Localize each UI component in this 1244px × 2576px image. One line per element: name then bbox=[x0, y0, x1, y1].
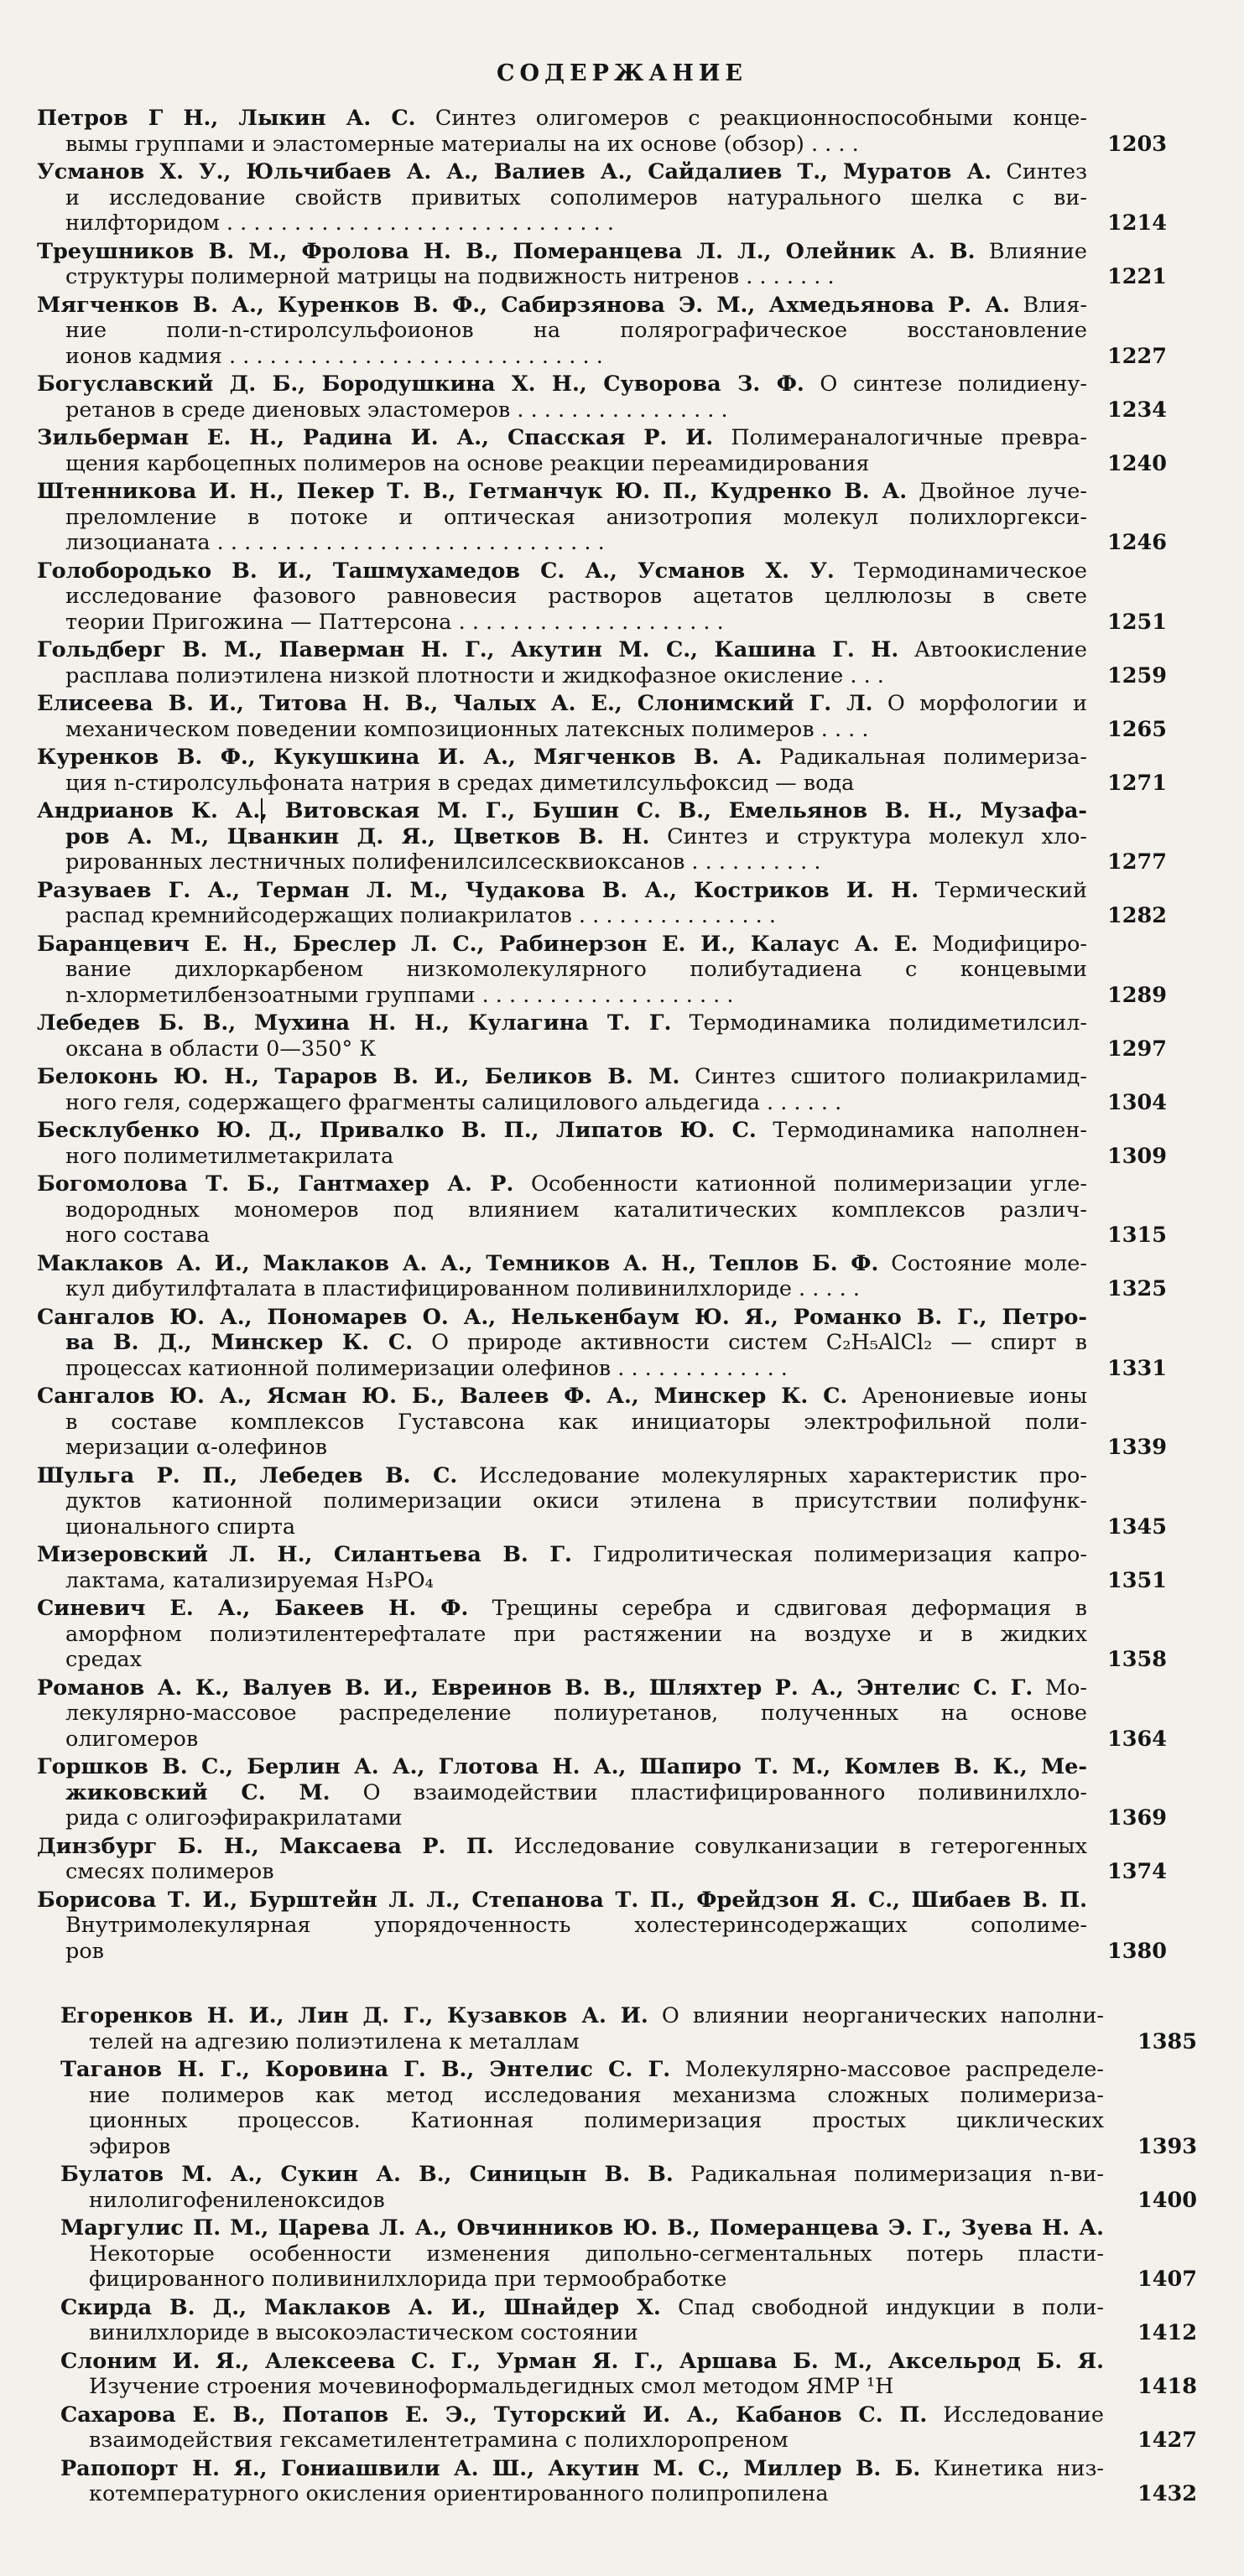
entry-authors: Белоконь Ю. Н., Тараров В. И., Беликов В. М. bbox=[37, 1064, 680, 1089]
entry-first-line bbox=[60, 2162, 1104, 2187]
entry-page-number: 1325 bbox=[1107, 1276, 1167, 1301]
entry-continuation-line bbox=[89, 2267, 1104, 2292]
entry-continuation-line bbox=[89, 2241, 1104, 2267]
entry-page-number: 1358 bbox=[1107, 1647, 1167, 1672]
entry-title-text: Исследование молекулярных характеристик про- bbox=[457, 1462, 1087, 1488]
entry-continuation-line bbox=[65, 1356, 1087, 1381]
entry-first-line bbox=[37, 239, 1087, 264]
entry-first-line bbox=[60, 2402, 1104, 2428]
entry-continuation-line bbox=[89, 2134, 1104, 2159]
entry-authors: Богомолова Т. Б., Гантмахер А. Р. bbox=[37, 1171, 514, 1197]
entry-title-text: ного полиметилметакрилата bbox=[65, 1143, 394, 1169]
entry-first-line bbox=[37, 1542, 1087, 1567]
entry-continuation-line bbox=[65, 1514, 1087, 1540]
entry-page-number: 1339 bbox=[1107, 1435, 1167, 1460]
entry-page-number: 1369 bbox=[1107, 1805, 1167, 1831]
entry-continuation-line bbox=[89, 2428, 1104, 2453]
entry-authors: Маргулис П. М., Царева Л. А., Овчинников Ю. В., Померанцева Э. Г., Зуева Н. А. bbox=[60, 2215, 1104, 2241]
entry-title-text: Влия- bbox=[1009, 292, 1087, 318]
entry-title-text: О взаимодействии пластифицированного поливинилхло- bbox=[330, 1779, 1087, 1805]
toc-entry bbox=[0, 2349, 1244, 2400]
toc-entry bbox=[0, 2215, 1244, 2293]
entry-first-line bbox=[37, 691, 1087, 716]
entry-page-number: 1364 bbox=[1107, 1726, 1167, 1752]
entry-page-number: 1227 bbox=[1107, 343, 1167, 369]
entry-continuation-line bbox=[89, 2320, 1104, 2345]
entry-continuation-line bbox=[65, 1488, 1087, 1514]
entry-continuation-line bbox=[65, 210, 1087, 236]
entry-first-line bbox=[37, 558, 1087, 584]
entry-continuation-line bbox=[65, 849, 1087, 875]
entry-title-text: О морфологии и bbox=[872, 691, 1087, 716]
entry-authors: ров А. М., Цванкин Д. Я., Цветков В. Н. bbox=[65, 823, 650, 849]
entry-title-text: средах bbox=[65, 1647, 142, 1672]
entry-title-text: нилолигофениленоксидов bbox=[89, 2187, 385, 2213]
toc-entry bbox=[0, 2003, 1244, 2054]
entry-authors: Горшков В. С., Берлин А. А., Глотова Н. А., Шапиро Т. М., Комлев В. К., Ме- bbox=[37, 1754, 1087, 1779]
toc-entry bbox=[0, 2162, 1244, 2213]
entry-first-line bbox=[37, 745, 1087, 770]
entry-first-line bbox=[37, 1834, 1087, 1859]
toc-entry bbox=[0, 745, 1244, 796]
entry-authors: Маклаков А. И., Маклаков А. А., Темников А. Н., Теплов Б. Ф. bbox=[37, 1250, 879, 1276]
entry-page-number: 1345 bbox=[1107, 1514, 1167, 1540]
entry-continuation-line bbox=[65, 344, 1087, 369]
entry-authors: Елисеева В. И., Титова Н. В., Чалых А. Е., Слонимский Г. Л. bbox=[37, 691, 873, 716]
toc-entry bbox=[0, 1384, 1244, 1461]
entry-page-number: 1251 bbox=[1107, 609, 1167, 635]
entry-title-text: исследование фазового равновесия растворов ацетатов целлюлозы в свете bbox=[65, 584, 1087, 609]
entry-continuation-line bbox=[65, 983, 1087, 1008]
entry-title-text: механическом поведении композиционных латексных полимеров . . . . bbox=[65, 716, 869, 742]
entry-page-number: 1374 bbox=[1107, 1859, 1167, 1884]
entry-first-line bbox=[60, 2349, 1104, 2374]
entry-title-text: Влияние bbox=[975, 238, 1087, 264]
toc-entry bbox=[0, 1171, 1244, 1249]
entry-first-line bbox=[60, 2003, 1104, 2028]
entry-authors: , Витовская М. Г., Бушин С. В., Емельянов В. Н., Музафа- bbox=[260, 798, 1087, 823]
entry-continuation-line bbox=[65, 132, 1087, 157]
entry-title-text: Полимераналогичные превра- bbox=[713, 425, 1087, 450]
toc-entry bbox=[0, 1888, 1244, 1965]
entry-title-text: О синтезе полидиену- bbox=[804, 371, 1087, 397]
entry-title-text: ние поли-n-стиролсульфоионов на полярографическое восстановление bbox=[65, 318, 1087, 343]
entry-authors: Богуславский Д. Б., Бородушкина Х. Н., Суворова З. Ф. bbox=[37, 371, 804, 397]
entry-title-text: рированных лестничных полифенилсилсесквиоксанов . . . . . . . . . . bbox=[65, 849, 821, 875]
entry-title-text: Термический bbox=[919, 877, 1087, 903]
entry-title-text: Синтез сшитого полиакриламид- bbox=[679, 1064, 1087, 1089]
entry-page-number: 1309 bbox=[1107, 1143, 1167, 1169]
entry-title-text: Синтез олигомеров с реакционноспособными конце- bbox=[415, 106, 1087, 131]
entry-first-line bbox=[37, 932, 1087, 957]
entry-page-number: 1297 bbox=[1107, 1036, 1167, 1062]
entry-title-text: процессах катионной полимеризации олефинов . . . . . . . . . . . . . bbox=[65, 1355, 788, 1381]
entry-title-text: лекулярно-массовое распределение полиуретанов, полученных на основе bbox=[65, 1701, 1087, 1726]
entry-title-text: нилфторидом . . . . . . . . . . . . . . . . . . . . . . . . . . . . . bbox=[65, 210, 614, 236]
entry-title-text: олигомеров bbox=[65, 1726, 199, 1752]
toc-entry bbox=[0, 239, 1244, 290]
entry-title-text: Трещины серебра и сдвиговая деформация в bbox=[468, 1596, 1087, 1621]
entry-first-line bbox=[37, 1384, 1087, 1409]
entry-continuation-line bbox=[65, 584, 1087, 609]
entry-continuation-line bbox=[65, 1701, 1087, 1726]
toc-entry bbox=[0, 932, 1244, 1009]
entry-continuation-line bbox=[65, 1330, 1087, 1355]
entry-title-text: Состояние моле- bbox=[878, 1250, 1087, 1276]
entry-page-number: 1271 bbox=[1107, 770, 1167, 796]
toc-entry bbox=[0, 1118, 1244, 1169]
entry-authors: Петров Г Н., Лыкин А. С. bbox=[37, 106, 416, 131]
toc-entry bbox=[0, 1675, 1244, 1753]
entry-title-text: О природе активности систем C₂H₅AlCl₂ — спирт в bbox=[413, 1330, 1087, 1355]
entry-page-number: 1282 bbox=[1107, 903, 1167, 928]
entry-authors: Булатов М. А., Сукин А. В., Синицын В. В. bbox=[60, 2162, 674, 2187]
entry-title-text: ионов кадмия . . . . . . . . . . . . . . . . . . . . . . . . . . . . bbox=[65, 343, 603, 369]
entry-authors: Баранцевич Е. Н., Бреслер Л. С., Рабинерзон Е. И., Калаус А. Е. bbox=[37, 931, 919, 957]
entry-title-text: Термодинамическое bbox=[834, 558, 1087, 584]
entry-authors: Голобородько В. И., Ташмухамедов С. А., Усманов Х. У. bbox=[37, 558, 835, 584]
toc-entry bbox=[0, 425, 1244, 476]
entry-first-line bbox=[37, 1064, 1087, 1089]
entry-continuation-line bbox=[65, 663, 1087, 688]
entry-continuation-line bbox=[65, 505, 1087, 530]
toc-entry bbox=[0, 2057, 1244, 2159]
toc-entry bbox=[0, 878, 1244, 929]
entry-first-line bbox=[37, 798, 1087, 823]
entry-title-text: Модифициро- bbox=[918, 931, 1087, 957]
entry-title-text: Термодинамика полидиметилсил- bbox=[671, 1010, 1087, 1036]
entry-page-number: 1289 bbox=[1107, 982, 1167, 1008]
entry-page-number: 1393 bbox=[1137, 2133, 1197, 2159]
entry-page-number: 1407 bbox=[1137, 2267, 1197, 2292]
entry-first-line bbox=[37, 1010, 1087, 1036]
entry-authors: ва В. Д., Минскер К. С. bbox=[65, 1330, 414, 1355]
entry-page-number: 1351 bbox=[1107, 1567, 1167, 1593]
entry-first-line bbox=[37, 293, 1087, 318]
entry-title-text: водородных мономеров под влиянием каталитических комплексов различ- bbox=[65, 1197, 1087, 1223]
entry-title-text: Синтез bbox=[992, 159, 1087, 184]
entry-page-number: 1265 bbox=[1107, 716, 1167, 742]
entry-page-number: 1246 bbox=[1107, 530, 1167, 555]
entry-page-number: 1304 bbox=[1107, 1089, 1167, 1115]
entry-first-line bbox=[37, 1675, 1087, 1701]
entry-first-line bbox=[60, 2057, 1104, 2082]
entry-title-text: дуктов катионной полимеризации окиси этилена в присутствии полифунк- bbox=[65, 1488, 1087, 1514]
entry-continuation-line bbox=[65, 185, 1087, 210]
entry-title-text: меризации α-олефинов bbox=[65, 1435, 327, 1460]
entry-title-text: взаимодействия гексаметилентетрамина с полихлоропреном bbox=[89, 2428, 789, 2453]
toc-entry bbox=[0, 1010, 1244, 1062]
entry-authors: Сангалов Ю. А., Ясман Ю. Б., Валеев Ф. А., Минскер К. С. bbox=[37, 1384, 848, 1409]
entry-continuation-line bbox=[65, 1727, 1087, 1752]
toc-entry bbox=[0, 159, 1244, 236]
entry-title-text: кул дибутилфталата в пластифицированном поливинилхлориде . . . . . bbox=[65, 1276, 860, 1301]
entry-title-text: телей на адгезию полиэтилена к металлам bbox=[89, 2028, 580, 2054]
entry-continuation-line bbox=[65, 397, 1087, 423]
entry-title-text: Синтез и структура молекул хло- bbox=[649, 823, 1087, 849]
entry-title-text: Исследование bbox=[927, 2402, 1104, 2428]
entry-page-number: 1259 bbox=[1107, 662, 1167, 688]
entry-title-text: ретанов в среде диеновых эластомеров . . . . . . . . . . . . . . . . bbox=[65, 397, 728, 423]
toc-entry bbox=[0, 1754, 1244, 1831]
entry-title-text: Особенности катионной полимеризации угле- bbox=[513, 1171, 1087, 1197]
toc-entry bbox=[0, 1834, 1244, 1885]
entry-title-text: n-хлорметилбензоатными группами . . . . . . . . . . . . . . . . . . . bbox=[65, 982, 734, 1008]
entry-continuation-line bbox=[89, 2029, 1104, 2054]
page-title: СОДЕРЖАНИЕ bbox=[497, 60, 747, 86]
entry-first-line bbox=[60, 2295, 1104, 2320]
entry-page-number: 1380 bbox=[1107, 1938, 1167, 1964]
toc-entry bbox=[0, 479, 1244, 556]
entry-title-text: Радикальная полимеризация n-ви- bbox=[673, 2162, 1104, 2187]
toc-entry bbox=[0, 798, 1244, 875]
toc-entry bbox=[0, 1542, 1244, 1593]
entry-first-line bbox=[37, 1118, 1087, 1143]
entry-title-text: Автоокисление bbox=[898, 637, 1087, 662]
entry-continuation-line bbox=[65, 717, 1087, 742]
entry-authors: Рапопорт Н. Я., Гониашвили А. Ш., Акутин М. С., Миллер В. Б. bbox=[60, 2455, 921, 2481]
boxed-author-name: Андрианов К. А. bbox=[37, 798, 261, 823]
entry-continuation-line bbox=[65, 1939, 1087, 1964]
entry-title-text: Двойное луче- bbox=[907, 479, 1087, 504]
entry-title-text: вымы группами и эластомерные материалы на их основе (обзор) . . . . bbox=[65, 131, 859, 157]
entry-authors: Куренков В. Ф., Кукушкина И. А., Мягченков В. А. bbox=[37, 745, 763, 770]
entry-title-text: Радикальная полимериза- bbox=[762, 745, 1087, 770]
toc-entry bbox=[0, 2295, 1244, 2346]
entry-page-number: 1412 bbox=[1137, 2320, 1197, 2345]
entry-continuation-line bbox=[65, 264, 1087, 289]
entry-title-text: лактама, катализируемая H₃PO₄ bbox=[65, 1567, 434, 1593]
entry-authors: Борисова Т. И., Бурштейн Л. Л., Степанова Т. П., Фрейдзон Я. С., Шибаев В. П. bbox=[37, 1887, 1087, 1913]
entry-page-number: 1418 bbox=[1137, 2374, 1197, 2399]
entry-first-line bbox=[37, 1888, 1087, 1913]
entry-authors: Гольдберг В. М., Паверман Н. Г., Акутин М. С., Кашина Г. Н. bbox=[37, 637, 899, 662]
entry-continuation-line bbox=[65, 1647, 1087, 1672]
entry-continuation-line bbox=[65, 1780, 1087, 1805]
entry-continuation-line bbox=[65, 1276, 1087, 1301]
entry-title-text: О влиянии неорганических наполни- bbox=[648, 2003, 1104, 2028]
entry-page-number: 1385 bbox=[1137, 2028, 1197, 2054]
entry-first-line bbox=[60, 2215, 1104, 2241]
entry-title-text: распад кремнийсодержащих полиакрилатов . . . . . . . . . . . . . . . bbox=[65, 903, 776, 928]
entry-first-line bbox=[37, 159, 1087, 184]
entry-title-text: Внутримолекулярная упорядоченность холестеринсодержащих сополиме- bbox=[65, 1913, 1087, 1938]
entry-page-number: 1315 bbox=[1107, 1223, 1167, 1248]
entry-title-text: Аренониевые ионы bbox=[847, 1384, 1087, 1409]
toc-entry bbox=[0, 293, 1244, 370]
entry-title-text: рида с олигоэфиракрилатами bbox=[65, 1805, 403, 1831]
entry-first-line bbox=[37, 1251, 1087, 1276]
entry-continuation-line bbox=[65, 1622, 1087, 1647]
entry-continuation-line bbox=[65, 824, 1087, 849]
entry-continuation-line bbox=[65, 451, 1087, 476]
entry-title-text: в составе комплексов Густавсона как инициаторы электрофильной поли- bbox=[65, 1409, 1087, 1435]
entry-title-text: теории Пригожина — Паттерсона . . . . . . . . . . . . . . . . . . . . bbox=[65, 609, 724, 635]
entry-authors: Таганов Н. Г., Коровина Г. В., Энтелис С. Г. bbox=[60, 2057, 671, 2082]
entry-first-line bbox=[37, 878, 1087, 903]
entry-authors: Штенникова И. Н., Пекер Т. В., Гетманчук Ю. П., Кудренко В. А. bbox=[37, 479, 908, 504]
entry-authors: Усманов Х. У., Юльчибаев А. А., Валиев А., Сайдалиев Т., Муратов А. bbox=[37, 159, 992, 184]
entry-title-text: ров bbox=[65, 1938, 105, 1964]
entry-title-text: смесях полимеров bbox=[65, 1859, 274, 1884]
entry-continuation-line bbox=[65, 1036, 1087, 1062]
entry-first-line bbox=[60, 2456, 1104, 2481]
entry-authors: Мягченков В. А., Куренков В. Ф., Сабирзянова Э. М., Ахмедьянова Р. А. bbox=[37, 292, 1010, 318]
entry-continuation-line bbox=[65, 1223, 1087, 1248]
entry-authors: Зильберман Е. Н., Радина И. А., Спасская Р. И. bbox=[37, 425, 714, 450]
entry-title-text: эфиров bbox=[89, 2133, 171, 2159]
entry-title-text: щения карбоцепных полимеров на основе реакции переамидирования bbox=[65, 450, 870, 476]
entry-authors: Сангалов Ю. А., Пономарев О. А., Нелькенбаум Ю. Я., Романко В. Г., Петро- bbox=[37, 1304, 1087, 1330]
entry-page-number: 1221 bbox=[1107, 264, 1167, 289]
entry-continuation-line bbox=[65, 903, 1087, 928]
entry-title-text: Спад свободной индукции в поли- bbox=[660, 2294, 1104, 2320]
entry-title-text: Мо- bbox=[1033, 1675, 1087, 1701]
entry-title-text: ционального спирта bbox=[65, 1514, 296, 1540]
entry-title-text: Термодинамика наполнен- bbox=[756, 1118, 1087, 1143]
entry-title-text: аморфном полиэтилентерефталате при растяжении на воздухе и в жидких bbox=[65, 1621, 1087, 1647]
entry-continuation-line bbox=[65, 1090, 1087, 1115]
entry-title-text: ного геля, содержащего фрагменты салицилового альдегида . . . . . . bbox=[65, 1089, 842, 1115]
entry-title-text: расплава полиэтилена низкой плотности и жидкофазное окисление . . . bbox=[65, 662, 884, 688]
entry-page-number: 1277 bbox=[1107, 849, 1167, 875]
entry-authors: Мизеровский Л. Н., Силантьева В. Г. bbox=[37, 1542, 572, 1567]
entry-title-text: котемпературного окисления ориентированного полипропилена bbox=[89, 2481, 829, 2506]
entry-continuation-line bbox=[65, 1144, 1087, 1169]
entry-first-line bbox=[37, 1754, 1087, 1779]
entry-title-text: преломление в потоке и оптическая анизотропия молекул полихлоргекси- bbox=[65, 504, 1087, 530]
entry-first-line bbox=[37, 1305, 1087, 1330]
entry-first-line bbox=[37, 1171, 1087, 1197]
entry-page-number: 1240 bbox=[1107, 450, 1167, 476]
toc-entry bbox=[0, 1064, 1244, 1115]
entry-page-number: 1234 bbox=[1107, 397, 1167, 423]
entry-continuation-line bbox=[89, 2083, 1104, 2108]
toc-entry bbox=[0, 106, 1244, 157]
entry-authors: Шульга Р. П., Лебедев В. С. bbox=[37, 1462, 458, 1488]
toc-entry bbox=[0, 1305, 1244, 1382]
entry-page-number: 1432 bbox=[1137, 2481, 1197, 2506]
entry-first-line bbox=[37, 1596, 1087, 1621]
entry-continuation-line bbox=[89, 2108, 1104, 2133]
entry-continuation-line bbox=[89, 2188, 1104, 2213]
toc-entry bbox=[0, 2456, 1244, 2507]
entry-first-line bbox=[37, 106, 1087, 131]
entry-continuation-line bbox=[89, 2374, 1104, 2399]
entry-continuation-line bbox=[65, 1568, 1087, 1593]
entry-authors: Разуваев Г. А., Терман Л. М., Чудакова В. А., Костриков И. Н. bbox=[37, 877, 919, 903]
entry-continuation-line bbox=[65, 1435, 1087, 1460]
entry-continuation-line bbox=[65, 1859, 1087, 1884]
entry-title-text: Исследование совулканизации в гетерогенных bbox=[493, 1833, 1087, 1859]
entry-authors: Слоним И. Я., Алексеева С. Г., Урман Я. Г., Аршава Б. М., Аксельрод Б. Я. bbox=[60, 2348, 1104, 2374]
entry-first-line bbox=[37, 1463, 1087, 1488]
toc-entry bbox=[0, 1251, 1244, 1302]
entry-continuation-line bbox=[65, 957, 1087, 982]
entry-authors: Лебедев Б. В., Мухина Н. Н., Кулагина Т. Г. bbox=[37, 1010, 672, 1036]
entry-continuation-line bbox=[65, 318, 1087, 343]
entry-title-text: Изучение строения мочевиноформальдегидных смол методом ЯМР ¹H bbox=[89, 2374, 894, 2399]
entry-title-text: фицированного поливинилхлорида при термообработке bbox=[89, 2267, 727, 2292]
entry-title-text: ного состава bbox=[65, 1223, 210, 1248]
toc-entry bbox=[0, 558, 1244, 636]
entry-page-number: 1331 bbox=[1107, 1355, 1167, 1381]
entry-title-text: структуры полимерной матрицы на подвижность нитренов . . . . . . . bbox=[65, 264, 835, 289]
entry-continuation-line bbox=[65, 1197, 1087, 1223]
entry-page-number: 1203 bbox=[1107, 131, 1167, 157]
entry-title-text: оксана в области 0—350° К bbox=[65, 1036, 377, 1062]
entry-continuation-line bbox=[65, 1805, 1087, 1831]
entry-authors: Скирда В. Д., Маклаков А. И., Шнайдер Х. bbox=[60, 2294, 661, 2320]
entry-title-text: Молекулярно-массовое распределе- bbox=[670, 2057, 1104, 2082]
entry-title-text: ция n-стиролсульфоната натрия в средах диметилсульфоксид — вода bbox=[65, 770, 855, 796]
entry-title-text: винилхлориде в высокоэластическом состоянии bbox=[89, 2320, 638, 2345]
entry-title-text: ние полимеров как метод исследования механизма сложных полимериза- bbox=[89, 2082, 1104, 2108]
entry-first-line bbox=[37, 425, 1087, 450]
entry-continuation-line bbox=[65, 1410, 1087, 1435]
toc-entry bbox=[0, 637, 1244, 688]
entry-title-text: Некоторые особенности изменения дипольно-сегментальных потерь пласти- bbox=[89, 2241, 1104, 2267]
entry-authors: Треушников В. М., Фролова Н. В., Померанцева Л. Л., Олейник А. В. bbox=[37, 238, 976, 264]
entry-authors: Романов А. К., Валуев В. И., Евреинов В. В., Шляхтер Р. А., Энтелис С. Г. bbox=[37, 1675, 1033, 1701]
toc-entry bbox=[0, 1463, 1244, 1540]
entry-continuation-line bbox=[65, 610, 1087, 635]
entry-first-line bbox=[37, 371, 1087, 397]
entry-title-text: ционных процессов. Катионная полимеризация простых циклических bbox=[89, 2108, 1104, 2133]
toc-entry bbox=[0, 371, 1244, 423]
entry-continuation-line bbox=[65, 1913, 1087, 1938]
entry-page-number: 1427 bbox=[1137, 2428, 1197, 2453]
entry-first-line bbox=[37, 637, 1087, 662]
entry-title-text: и исследование свойств привитых сополимеров натурального шелка с ви- bbox=[65, 184, 1087, 210]
entry-authors: Егоренков Н. И., Лин Д. Г., Кузавков А. И. bbox=[60, 2003, 648, 2028]
entry-authors: Динзбург Б. Н., Максаева Р. П. bbox=[37, 1833, 494, 1859]
entry-authors: жиковский С. М. bbox=[65, 1779, 331, 1805]
toc-entry bbox=[0, 2402, 1244, 2454]
entry-page-number: 1214 bbox=[1107, 210, 1167, 236]
entry-title-text: Гидролитическая полимеризация капро- bbox=[571, 1542, 1087, 1567]
entry-continuation-line bbox=[65, 530, 1087, 555]
entry-authors: Бесклубенко Ю. Д., Привалко В. П., Липатов Ю. С. bbox=[37, 1118, 757, 1143]
toc-entry bbox=[0, 691, 1244, 742]
entry-title-text: Кинетика низ- bbox=[920, 2455, 1104, 2481]
entry-title-text: лизоцианата . . . . . . . . . . . . . . . . . . . . . . . . . . . . . bbox=[65, 530, 605, 555]
entry-title-text: вание дихлоркарбеном низкомолекулярного полибутадиена с концевыми bbox=[65, 957, 1087, 982]
entry-first-line bbox=[37, 479, 1087, 504]
toc-entry bbox=[0, 1596, 1244, 1673]
entry-continuation-line bbox=[65, 771, 1087, 796]
entry-continuation-line bbox=[89, 2481, 1104, 2506]
entry-page-number: 1400 bbox=[1137, 2187, 1197, 2213]
entry-authors: Сахарова Е. В., Потапов Е. Э., Туторский И. А., Кабанов С. П. bbox=[60, 2402, 928, 2428]
entry-authors: Синевич Е. А., Бакеев Н. Ф. bbox=[37, 1596, 469, 1621]
